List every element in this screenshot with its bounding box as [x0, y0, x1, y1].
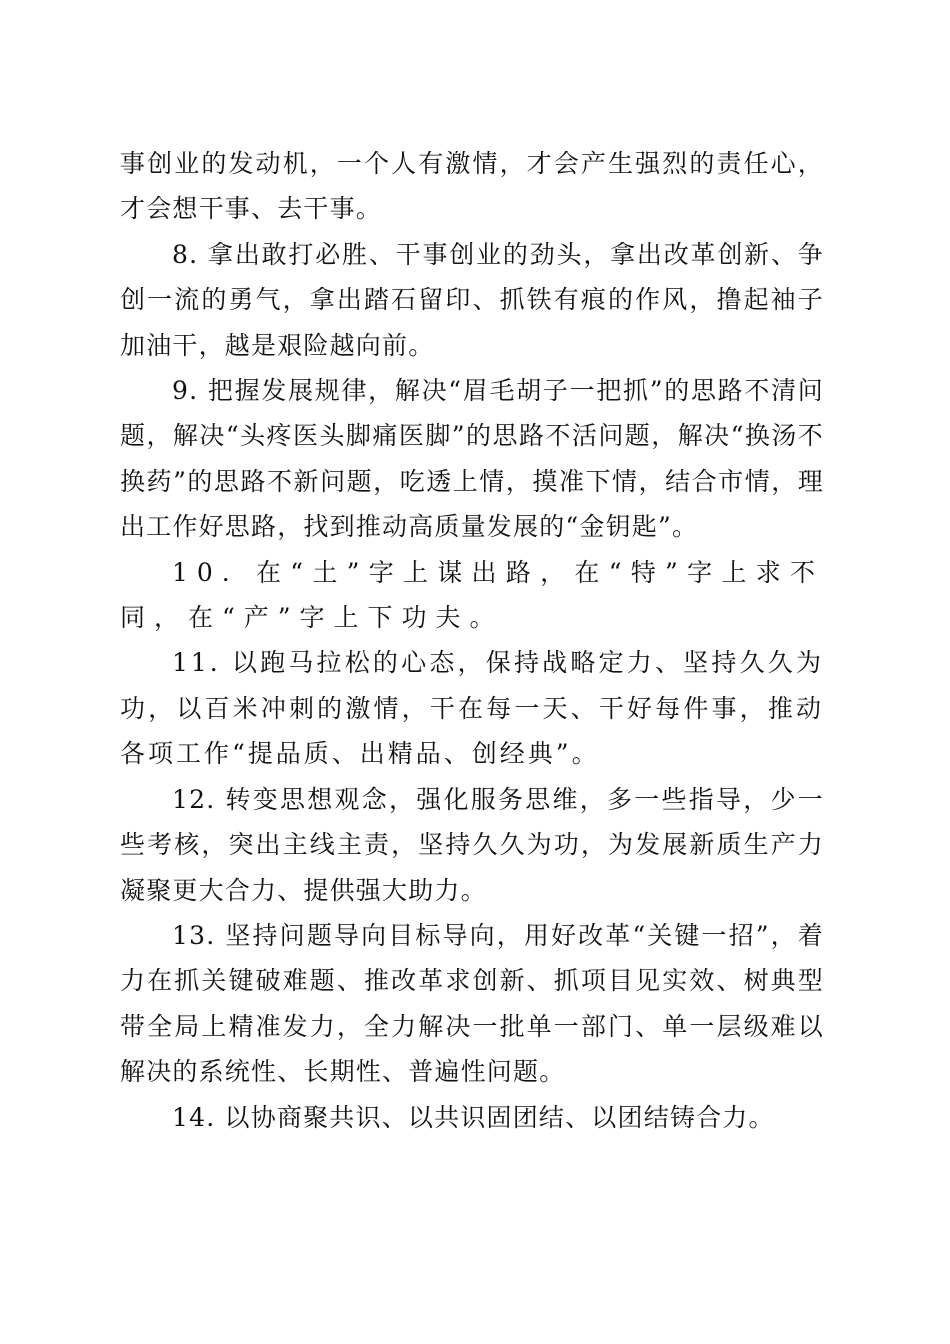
paragraph-item-10: 10. 在“土”字上谋出路，在“特”字上求不同，在“产”字上下功夫。	[120, 557, 824, 633]
paragraph-item-12: 12. 转变思想观念，强化服务思维，多一些指导，少一些考核，突出主线主责，坚持久久为功，为发展新质生产力凝聚更大合力、提供强大助力。	[120, 784, 824, 905]
paragraph-item-13: 13. 坚持问题导向目标导向，用好改革“关键一招”，着力在抓关键破难题、推改革求创新、抓项目见实效、树典型带全局上精准发力，全力解决一批单一部门、单一层级难以解决的系统性、长期性、普遍性问题。	[120, 920, 824, 1087]
paragraph-continuation: 事创业的发动机，一个人有激情，才会产生强烈的责任心，才会想干事、去干事。	[120, 149, 824, 224]
paragraph-item-11: 11. 以跑马拉松的心态，保持战略定力、坚持久久为功，以百米冲刺的激情，干在每一天、干好每件事，推动各项工作“提品质、出精品、创经典”。	[120, 648, 824, 769]
paragraph-item-14: 14. 以协商聚共识、以共识固团结、以团结铸合力。	[172, 1102, 775, 1132]
document-body	[120, 141, 824, 1140]
paragraph-item-9: 9. 把握发展规律，解决“眉毛胡子一把抓”的思路不清问题，解决“头疼医头脚痛医脚”的思路不活问题，解决“换汤不换药”的思路不新问题，吃透上情，摸准下情，结合市情，理出工作好思路，找到推动高质量发展的“金钥匙”。	[120, 376, 824, 542]
paragraph-item-8: 8. 拿出敢打必胜、干事创业的劲头，拿出改革创新、争创一流的勇气，拿出踏石留印、抓铁有痕的作风，撸起袖子加油干，越是艰险越向前。	[120, 239, 824, 360]
